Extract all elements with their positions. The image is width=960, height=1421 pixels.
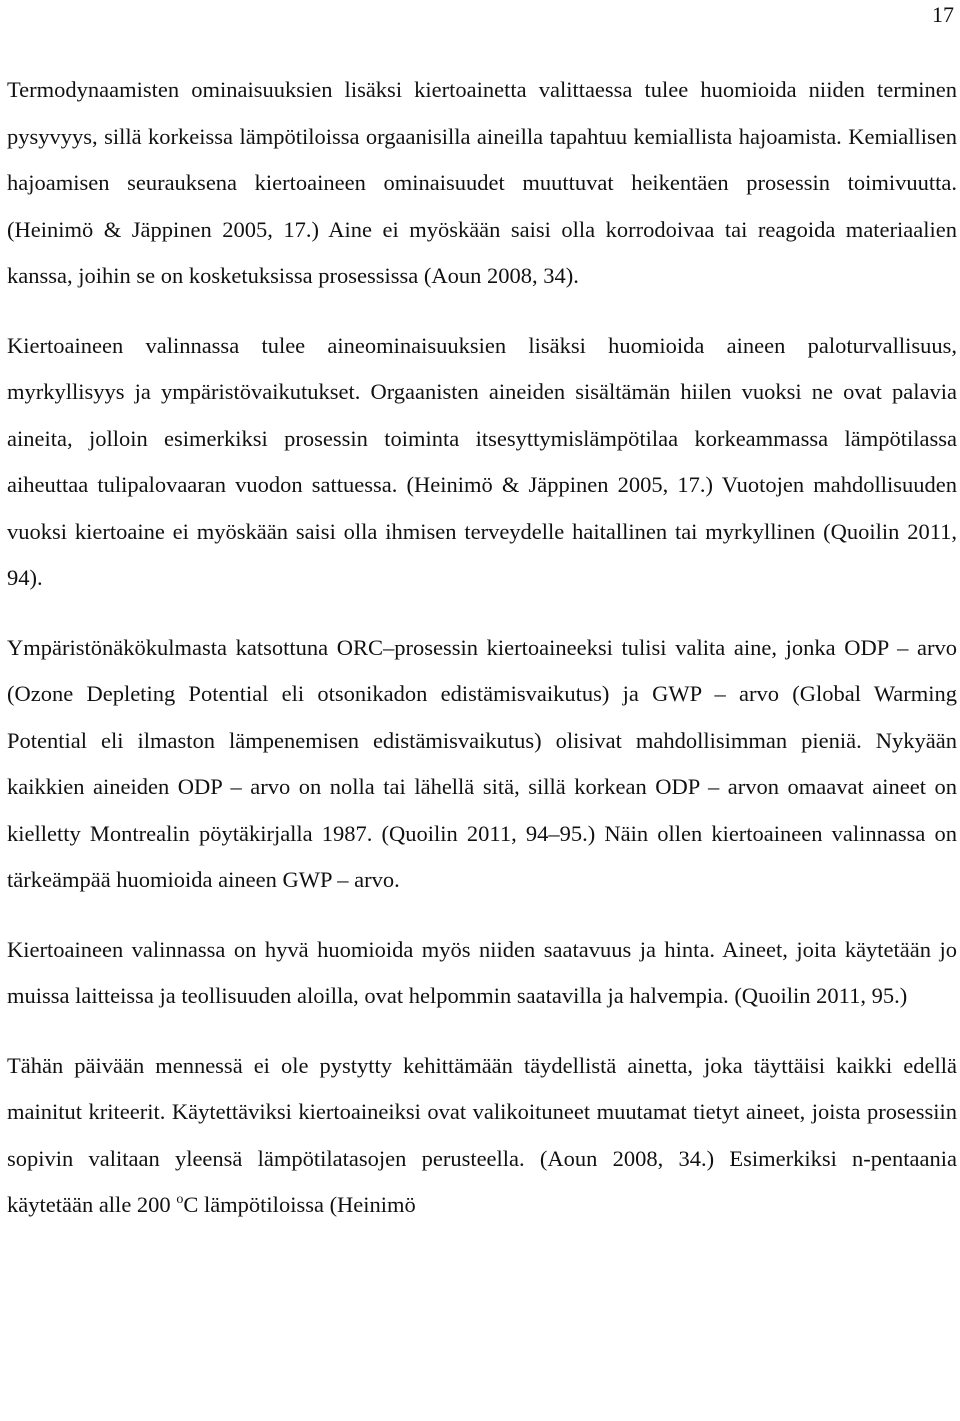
paragraph-availability-price: Kiertoaineen valinnassa on hyvä huomioida myös niiden saatavuus ja hinta. Aineet, joita käytetään jo muissa laitteissa ja teollisuuden aloilla, ovat helpommin saatavilla ja halvempia. (Quoilin 2011, 95.) bbox=[7, 936, 957, 1008]
document-body bbox=[7, 67, 957, 1229]
page-number: 17 bbox=[932, 2, 954, 27]
paragraph-thermal-stability: Termodynaamisten ominaisuuksien lisäksi kiertoainetta valittaessa tulee huomioida niiden terminen pysyvyys, sillä korkeissa lämpötiloissa orgaanisilla aineilla tapahtuu kemiallista hajoamista. Kemiallisen hajoamisen seurauksena kiertoaineen ominaisuudet muuttuvat heikentäen prosessin toimivuutta. (Heinimö & Jäppinen 2005, 17.) Aine ei myöskään saisi olla korrodoivaa tai reagoida materiaalien kanssa, joihin se on kosketuksissa prosessissa (Aoun 2008, 34). bbox=[7, 77, 957, 288]
paragraph-text-after-degree: C lämpötiloissa (Heinimö bbox=[183, 1192, 416, 1217]
paragraph-fire-safety: Kiertoaineen valinnassa tulee aineominaisuuksien lisäksi huomioida aineen paloturvallisuus, myrkyllisyys ja ympäristövaikutukset. Orgaanisten aineiden sisältämän hiilen vuoksi ne ovat palavia aineita, jolloin esimerkiksi prosessin toiminta itsesyttymislämpötilaa korkeammassa lämpötilassa aiheuttaa tulipalovaaran vuodon sattuessa. (Heinimö & Jäppinen 2005, 17.) Vuotojen mahdollisuuden vuoksi kiertoaine ei myöskään saisi olla ihmisen terveydelle haitallinen tai myrkyllinen (Quoilin 2011, 94). bbox=[7, 332, 957, 590]
degree-superscript: o bbox=[176, 1192, 184, 1207]
paragraph-text-before-degree: Tähän päivään mennessä ei ole pystytty kehittämään täydellistä ainetta, joka täyttäisi kaikki edellä mainitut kriteerit. Käytettäviksi kiertoaineiksi ovat valikoituneet muutamat tietyt aineet, joista prosessiin sopivin valitaan yleensä lämpötilatasojen perusteella. (Aoun 2008, 34.) Esimerkiksi n-pentaania käytetään alle 200 bbox=[7, 1052, 957, 1217]
paragraph-selected-fluids bbox=[7, 1043, 957, 1229]
paragraph-environmental-impact: Ympäristönäkökulmasta katsottuna ORC–prosessin kiertoaineeksi tulisi valita aine, jonka ODP – arvo (Ozone Depleting Potential eli otsonikadon edistämisvaikutus) ja GWP – arvo (Global Warming Potential eli ilmaston lämpenemisen edistämisvaikutus) olisivat mahdollisimman pieniä. Nykyään kaikkien aineiden ODP – arvo on nolla tai lähellä sitä, sillä korkean ODP – arvon omaavat aineet on kielletty Montrealin pöytäkirjalla 1987. (Quoilin 2011, 94–95.) Näin ollen kiertoaineen valinnassa on tärkeämpää huomioida aineen GWP – arvo. bbox=[7, 634, 957, 892]
